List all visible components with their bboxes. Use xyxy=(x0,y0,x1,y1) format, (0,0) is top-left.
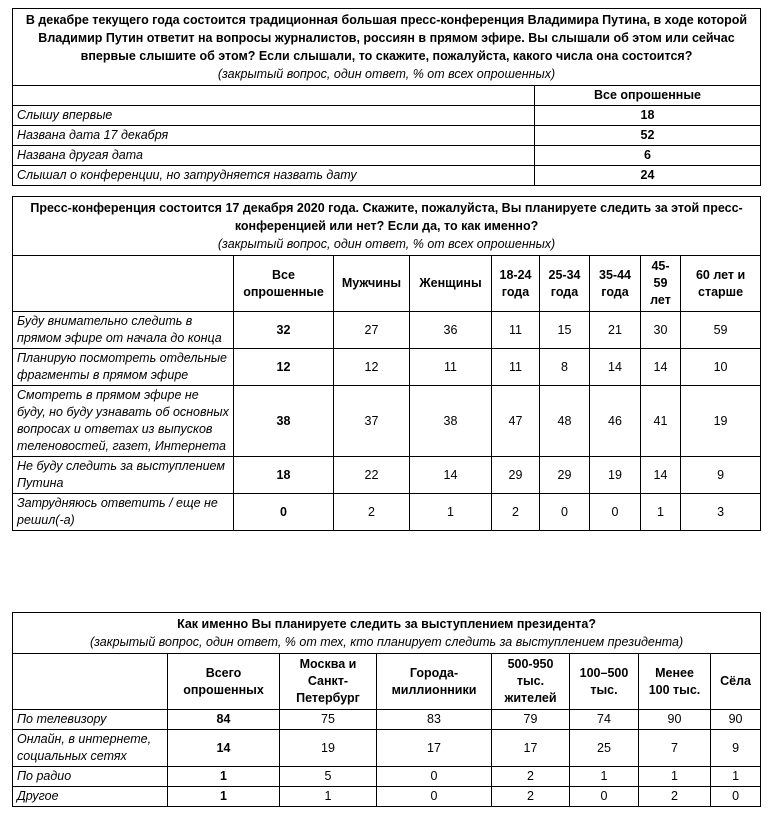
cell-value: 24 xyxy=(535,166,761,186)
column-header: Все опрошенные xyxy=(234,256,334,312)
cell-value: 9 xyxy=(681,457,761,494)
cell-value: 19 xyxy=(590,457,641,494)
column-header: 45-59 лет xyxy=(641,256,681,312)
cell-value: 1 xyxy=(168,787,280,807)
column-header: Мужчины xyxy=(334,256,410,312)
cell-value: 14 xyxy=(410,457,492,494)
cell-value: 11 xyxy=(492,312,540,349)
cell-value: 74 xyxy=(570,710,639,730)
cell-value: 5 xyxy=(280,767,377,787)
row-label: Названа дата 17 декабря xyxy=(13,126,535,146)
cell-value: 1 xyxy=(410,494,492,531)
cell-value: 17 xyxy=(377,730,492,767)
cell-value: 38 xyxy=(410,386,492,457)
cell-value: 18 xyxy=(234,457,334,494)
cell-value: 0 xyxy=(590,494,641,531)
column-header: Москва и Санкт-Петербург xyxy=(280,654,377,710)
cell-value: 11 xyxy=(410,349,492,386)
cell-value: 0 xyxy=(377,767,492,787)
table-row xyxy=(13,386,761,457)
cell-value: 0 xyxy=(377,787,492,807)
table-watch-plans xyxy=(12,196,761,531)
table-row xyxy=(13,146,761,166)
cell-value: 47 xyxy=(492,386,540,457)
table-row xyxy=(13,349,761,386)
table-row xyxy=(13,787,761,807)
cell-value: 1 xyxy=(280,787,377,807)
table-awareness-title xyxy=(13,9,761,86)
table-row xyxy=(13,106,761,126)
cell-value: 84 xyxy=(168,710,280,730)
table-row xyxy=(13,767,761,787)
row-label: Смотреть в прямом эфире не буду, но буду узнавать об основных вопросах и ответах из выпусков теленовостей, газет, Интернета xyxy=(13,386,234,457)
cell-value: 29 xyxy=(540,457,590,494)
cell-value: 0 xyxy=(570,787,639,807)
column-header: Женщины xyxy=(410,256,492,312)
cell-value: 1 xyxy=(711,767,761,787)
cell-value: 12 xyxy=(234,349,334,386)
column-header: 100–500 тыс. xyxy=(570,654,639,710)
table-row xyxy=(13,710,761,730)
cell-value: 22 xyxy=(334,457,410,494)
cell-value: 38 xyxy=(234,386,334,457)
cell-value: 2 xyxy=(492,494,540,531)
cell-value: 9 xyxy=(711,730,761,767)
row-label: Слышу впервые xyxy=(13,106,535,126)
cell-value: 17 xyxy=(492,730,570,767)
cell-value: 2 xyxy=(492,787,570,807)
row-label: По телевизору xyxy=(13,710,168,730)
cell-value: 21 xyxy=(590,312,641,349)
question-note: (закрытый вопрос, один ответ, % от всех опрошенных) xyxy=(217,67,556,81)
column-header: 60 лет и старше xyxy=(681,256,761,312)
cell-value: 46 xyxy=(590,386,641,457)
question-text: Пресс-конференция состоится 17 декабря 2020 года. Скажите, пожалуйста, Вы планируете следить за этой пресс-конференцией или нет? Если да, то как именно? xyxy=(30,201,743,233)
cell-value: 41 xyxy=(641,386,681,457)
cell-value: 6 xyxy=(535,146,761,166)
cell-value: 14 xyxy=(590,349,641,386)
table-row xyxy=(13,730,761,767)
row-label: Онлайн, в интернете, социальных сетях xyxy=(13,730,168,767)
cell-value: 29 xyxy=(492,457,540,494)
cell-value: 19 xyxy=(280,730,377,767)
cell-value: 32 xyxy=(234,312,334,349)
row-label: Слышал о конференции, но затрудняется назвать дату xyxy=(13,166,535,186)
cell-value: 18 xyxy=(535,106,761,126)
question-note: (закрытый вопрос, один ответ, % от тех, кто планирует следить за выступлением президента) xyxy=(89,635,684,649)
cell-value: 52 xyxy=(535,126,761,146)
row-label: Планирую посмотреть отдельные фрагменты в прямом эфире xyxy=(13,349,234,386)
table-row xyxy=(13,457,761,494)
cell-value: 0 xyxy=(711,787,761,807)
column-header: 500-950 тыс. жителей xyxy=(492,654,570,710)
cell-value: 2 xyxy=(334,494,410,531)
column-header: Все опрошенные xyxy=(535,86,761,106)
table-watch-plans-title xyxy=(13,197,761,256)
cell-value: 1 xyxy=(168,767,280,787)
cell-value: 19 xyxy=(681,386,761,457)
row-label: Названа другая дата xyxy=(13,146,535,166)
question-text: В декабре текущего года состоится традиционная большая пресс-конференция Владимира Путина, в ходе которой Владимир Путин ответит на вопросы журналистов, россиян в прямом эфире. Вы слышали об этом или сейчас впервые слышите об этом? Если слышали, то скажите, пожалуйста, какого числа она состоится? xyxy=(25,13,748,63)
row-label: Не буду следить за выступлением Путина xyxy=(13,457,234,494)
column-header: 35-44 года xyxy=(590,256,641,312)
cell-value: 36 xyxy=(410,312,492,349)
cell-value: 7 xyxy=(639,730,711,767)
table-row xyxy=(13,312,761,349)
cell-value: 1 xyxy=(570,767,639,787)
column-header: Менее 100 тыс. xyxy=(639,654,711,710)
row-label: По радио xyxy=(13,767,168,787)
cell-value: 14 xyxy=(641,457,681,494)
cell-value: 14 xyxy=(168,730,280,767)
cell-value: 2 xyxy=(492,767,570,787)
cell-value: 0 xyxy=(540,494,590,531)
question-text: Как именно Вы планируете следить за выступлением президента? xyxy=(177,617,597,631)
cell-value: 37 xyxy=(334,386,410,457)
cell-value: 0 xyxy=(234,494,334,531)
cell-value: 27 xyxy=(334,312,410,349)
row-label: Буду внимательно следить в прямом эфире от начала до конца xyxy=(13,312,234,349)
cell-value: 30 xyxy=(641,312,681,349)
table-watch-channel-title xyxy=(13,613,761,654)
cell-value: 90 xyxy=(639,710,711,730)
table-watch-channel xyxy=(12,612,761,807)
cell-value: 48 xyxy=(540,386,590,457)
cell-value: 79 xyxy=(492,710,570,730)
table-row xyxy=(13,494,761,531)
question-note: (закрытый вопрос, один ответ, % от всех опрошенных) xyxy=(217,237,556,251)
cell-value: 1 xyxy=(639,767,711,787)
table-row xyxy=(13,126,761,146)
cell-value: 14 xyxy=(641,349,681,386)
cell-value: 2 xyxy=(639,787,711,807)
cell-value: 11 xyxy=(492,349,540,386)
table-row xyxy=(13,166,761,186)
row-label: Затрудняюсь ответить / еще не решил(-а) xyxy=(13,494,234,531)
cell-value: 15 xyxy=(540,312,590,349)
row-label: Другое xyxy=(13,787,168,807)
column-header: Города-миллионники xyxy=(377,654,492,710)
cell-value: 3 xyxy=(681,494,761,531)
column-header: Всего опрошенных xyxy=(168,654,280,710)
cell-value: 1 xyxy=(641,494,681,531)
column-header: Сёла xyxy=(711,654,761,710)
cell-value: 83 xyxy=(377,710,492,730)
cell-value: 90 xyxy=(711,710,761,730)
column-header: 18-24 года xyxy=(492,256,540,312)
cell-value: 75 xyxy=(280,710,377,730)
cell-value: 25 xyxy=(570,730,639,767)
cell-value: 59 xyxy=(681,312,761,349)
cell-value: 12 xyxy=(334,349,410,386)
cell-value: 10 xyxy=(681,349,761,386)
table-awareness xyxy=(12,8,761,186)
cell-value: 8 xyxy=(540,349,590,386)
column-header: 25-34 года xyxy=(540,256,590,312)
